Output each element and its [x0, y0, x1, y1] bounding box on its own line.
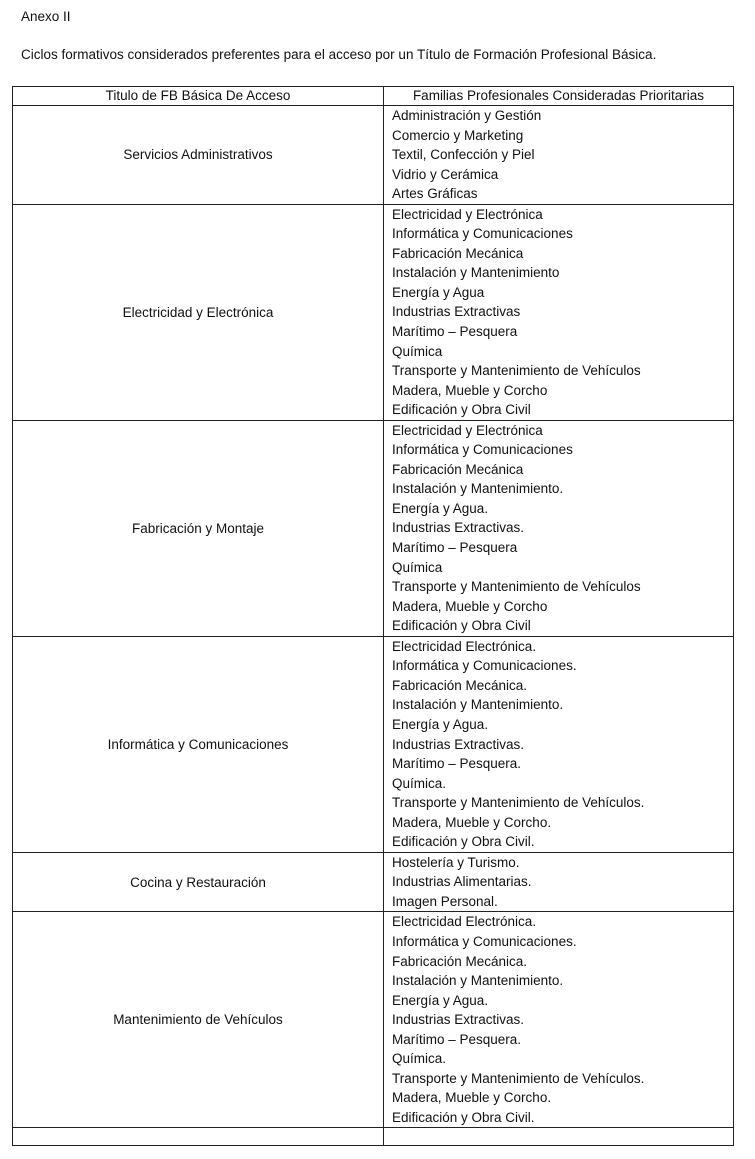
empty-cell	[384, 1128, 734, 1146]
family-item: Química	[392, 559, 443, 575]
family-item: Madera, Mueble y Corcho	[392, 382, 548, 398]
family-item: Instalación y Mantenimiento	[392, 265, 560, 281]
families-cell	[384, 852, 734, 912]
family-item: Instalación y Mantenimiento.	[392, 973, 564, 989]
family-item: Artes Gráficas	[392, 186, 478, 202]
family-item: Química.	[392, 1051, 447, 1067]
header-fb-title: Titulo de FB Básica De Acceso	[13, 87, 384, 106]
family-item: Industrias Extractivas.	[392, 736, 525, 752]
table-row	[13, 106, 734, 205]
table-row	[13, 420, 734, 636]
family-item: Electricidad Electrónica.	[392, 914, 537, 930]
family-item: Energía y Agua.	[392, 716, 489, 732]
families-cell	[384, 204, 734, 420]
table-header-row	[13, 87, 734, 106]
table-row	[13, 636, 734, 852]
family-item: Electricidad y Electrónica	[392, 422, 543, 438]
intro-paragraph: Ciclos formativos considerados preferentes para el acceso por un Título de Formación Profesional Básica.	[21, 47, 657, 62]
fb-title-cell: Servicios Administrativos	[13, 106, 384, 205]
empty-row	[13, 1128, 734, 1146]
family-item: Industrias Extractivas.	[392, 1012, 525, 1028]
family-item: Electricidad y Electrónica	[392, 206, 543, 222]
family-item: Química	[392, 343, 443, 359]
fb-title-cell: Mantenimiento de Vehículos	[13, 912, 384, 1128]
family-item: Informática y Comunicaciones	[392, 442, 573, 458]
family-item: Química.	[392, 775, 447, 791]
family-item: Fabricación Mecánica.	[392, 953, 528, 969]
family-item: Madera, Mueble y Corcho.	[392, 1090, 552, 1106]
family-item: Fabricación Mecánica.	[392, 677, 528, 693]
family-item: Industrias Extractivas.	[392, 520, 525, 536]
family-item: Textil, Confección y Piel	[392, 147, 535, 163]
family-item: Edificación y Obra Civil.	[392, 834, 535, 850]
family-item: Marítimo – Pesquera.	[392, 756, 522, 772]
family-item: Hostelería y Turismo.	[392, 854, 520, 870]
table-row	[13, 204, 734, 420]
family-item: Informática y Comunicaciones	[392, 226, 573, 242]
family-item: Transporte y Mantenimiento de Vehículos	[392, 363, 641, 379]
table-row	[13, 912, 734, 1128]
family-item: Madera, Mueble y Corcho.	[392, 814, 552, 830]
families-cell	[384, 636, 734, 852]
priority-families-table	[12, 86, 734, 1146]
family-item: Transporte y Mantenimiento de Vehículos.	[392, 1070, 645, 1086]
family-item: Energía y Agua.	[392, 992, 489, 1008]
fb-title-cell: Fabricación y Montaje	[13, 420, 384, 636]
fb-title-cell: Informática y Comunicaciones	[13, 636, 384, 852]
families-cell	[384, 106, 734, 205]
family-item: Imagen Personal.	[392, 893, 498, 909]
families-cell	[384, 912, 734, 1128]
table-row	[13, 852, 734, 912]
family-item: Transporte y Mantenimiento de Vehículos.	[392, 795, 645, 811]
fb-title-cell: Cocina y Restauración	[13, 852, 384, 912]
family-item: Madera, Mueble y Corcho	[392, 598, 548, 614]
family-item: Marítimo – Pesquera.	[392, 1031, 522, 1047]
family-item: Edificación y Obra Civil	[392, 618, 531, 634]
family-item: Administración y Gestión	[392, 108, 542, 123]
family-item: Energía y Agua	[392, 284, 485, 300]
annex-label: Anexo II	[21, 9, 71, 24]
family-item: Energía y Agua.	[392, 500, 489, 516]
family-item: Vidrio y Cerámica	[392, 166, 499, 182]
family-item: Instalación y Mantenimiento.	[392, 481, 564, 497]
family-item: Informática y Comunicaciones.	[392, 933, 577, 949]
header-families: Familias Profesionales Consideradas Prioritarias	[384, 87, 734, 106]
empty-cell	[13, 1128, 384, 1146]
family-item: Instalación y Mantenimiento.	[392, 697, 564, 713]
family-item: Marítimo – Pesquera	[392, 324, 518, 340]
family-item: Industrias Extractivas	[392, 304, 521, 320]
family-item: Edificación y Obra Civil	[392, 402, 531, 418]
family-item: Fabricación Mecánica	[392, 245, 524, 261]
fb-title-cell: Electricidad y Electrónica	[13, 204, 384, 420]
family-item: Informática y Comunicaciones.	[392, 658, 577, 674]
family-item: Marítimo – Pesquera	[392, 540, 518, 556]
families-cell	[384, 420, 734, 636]
family-item: Electricidad Electrónica.	[392, 638, 537, 654]
family-item: Transporte y Mantenimiento de Vehículos	[392, 579, 641, 595]
family-item: Industrias Alimentarias.	[392, 874, 532, 890]
table-body	[13, 106, 734, 1146]
family-item: Fabricación Mecánica	[392, 461, 524, 477]
family-item: Edificación y Obra Civil.	[392, 1109, 535, 1125]
family-item: Comercio y Marketing	[392, 127, 524, 143]
